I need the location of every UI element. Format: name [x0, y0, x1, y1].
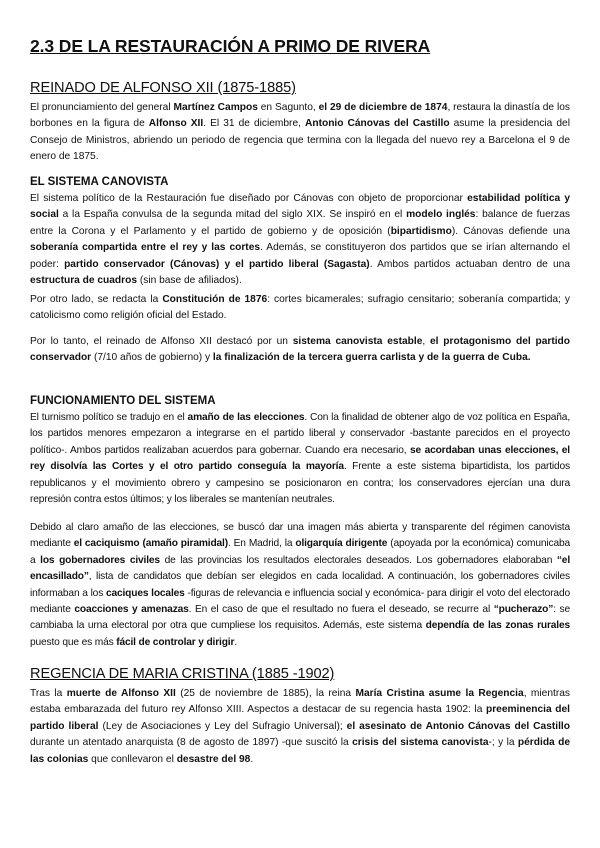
text-run: ,	[422, 336, 430, 347]
subheading-sistema-canovista: EL SISTEMA CANOVISTA	[30, 176, 169, 188]
text-run: (sin base de afiliados).	[137, 275, 242, 287]
text-run: puesto que es más	[30, 636, 117, 648]
bold-text-run: amaño de las elecciones	[187, 412, 305, 423]
bold-text-run: muerte de Alfonso XII	[66, 688, 176, 699]
text-run: (apoyada por la económica) comunicaba a	[30, 538, 571, 566]
text-run: a la España convulsa de la segunda mitad del siglo XIX. Se inspiró en el	[58, 209, 407, 221]
paragraph-constitucion	[30, 292, 570, 325]
bold-text-run: sistema canovista estable	[292, 336, 423, 347]
bold-text-run: la finalización de la tercera guerra carlista y de la guerra de Cuba.	[212, 352, 531, 364]
bold-text-run: dependía de las zonas rurales	[425, 620, 570, 632]
text-run: , mientras estaba embarazada del futuro rey Alfonso XIII. Aspectos a destacar de su regencia hasta 1902: la	[30, 688, 570, 716]
text-run: en Sagunto,	[257, 102, 319, 113]
paragraph-reinado-resumen	[30, 334, 570, 367]
bold-text-run: el caciquismo (amaño piramidal)	[73, 538, 228, 550]
bold-text-run: “el encasillado”	[30, 554, 570, 583]
text-run: -figuras de relevancia e influencia social y económica- para dirigir el voto del electorado mediante	[30, 587, 570, 616]
bold-text-run: caciques locales	[105, 587, 185, 599]
text-run: : cortes bicamerales; sufragio censitario; soberanía compartida; y catolicismo como religión oficial del Estado.	[30, 294, 570, 322]
paragraph-caciquismo	[30, 520, 570, 651]
text-run: .	[250, 753, 254, 765]
text-run: . El 31 de diciembre,	[203, 118, 305, 130]
bold-text-run: oligarquía dirigente	[295, 538, 388, 550]
text-run: que conllevaron el	[88, 753, 177, 765]
bold-text-run: Constitución de 1876	[162, 294, 268, 305]
paragraph-turnismo	[30, 410, 570, 508]
text-run: El pronunciamiento del general	[30, 102, 174, 113]
text-run: . Además, se constituyeron dos partidos que se irían alternando el poder:	[30, 242, 570, 270]
bold-text-run: preeminencia del partido liberal	[30, 704, 570, 732]
text-run: . Frente a este sistema bipartidista, los partidos republicanos y el movimiento obrero y campesino se posicionaron en contra; los conservadores ejercían una dura represión contra estos últimos; y los liberales se mantenían neutrales.	[30, 461, 570, 506]
text-run: , restaura la dinastía de los borbones en la figura de	[30, 102, 570, 130]
text-run: . Ambos partidos actuaban dentro de una	[369, 258, 571, 270]
bold-text-run: Alfonso XII	[148, 118, 204, 130]
bold-text-run: se acordaban unas elecciones, el rey disolvía las Cortes y el otro partido conseguía la mayoría	[30, 444, 570, 473]
bold-text-run: el 29 de diciembre de 1874	[318, 102, 448, 113]
text-run: : balance de fuerzas entre la Corona y el Parlamento y el partido de gobierno y de oposición (	[30, 209, 570, 237]
text-run: .	[234, 636, 237, 648]
text-run: Por otro lado, se redacta la	[30, 294, 163, 305]
text-run: . En Madrid, la	[227, 538, 296, 550]
subheading-funcionamiento: FUNCIONAMIENTO DEL SISTEMA	[30, 395, 216, 407]
bold-text-run: los gobernadores civiles	[40, 554, 160, 566]
bold-text-run: Martínez Campos	[173, 102, 258, 113]
text-run: (25 de noviembre de 1885), la reina	[175, 688, 356, 699]
text-run: El turnismo político se tradujo en el	[30, 412, 188, 423]
paragraph-regencia	[30, 686, 570, 768]
bold-text-run: partido conservador (Cánovas) y el partido liberal (Sagasta)	[64, 258, 370, 270]
paragraph-pronunciamiento	[30, 100, 570, 166]
bold-text-run: modelo inglés	[406, 209, 476, 221]
paragraph-sistema-politico	[30, 191, 570, 289]
bold-text-run: “pucherazo”	[493, 604, 554, 616]
bold-text-run: desastre del 98	[176, 753, 251, 765]
bold-text-run: coacciones y amenazas	[74, 604, 189, 616]
text-run: El sistema político de la Restauración fue diseñado por Cánovas con objeto de proporcionar	[30, 193, 468, 204]
bold-text-run: María Cristina asume la Regencia	[355, 688, 524, 699]
text-run: Tras la	[30, 688, 67, 699]
text-run: . En el caso de que el resultado no fuera el deseado, se recurre al	[188, 604, 494, 616]
text-run: durante un atentado anarquista (8 de agosto de 1897) -que suscitó la	[30, 737, 353, 749]
text-run: : se cambiaba la urna electoral por otra que cumpliese los requisitos. Además, este sistema	[30, 604, 570, 632]
bold-text-run: pérdida de las colonias	[30, 737, 570, 765]
bold-text-run: soberanía compartida entre el rey y las cortes	[30, 242, 261, 254]
text-run: Por lo tanto, el reinado de Alfonso XII destacó por un	[30, 336, 293, 347]
bold-text-run: fácil de controlar y dirigir	[116, 636, 235, 648]
text-run: . Con la finalidad de obtener algo de voz política en España, los partidos menores empezaron a integrarse en el partido liberal y conservador -bastante parecidos en el proyecto político-. Ambos partidos realizaban acuerdos para gobernar. Cuando era necesario,	[30, 412, 570, 456]
page-title: 2.3 DE LA RESTAURACIÓN A PRIMO DE RIVERA	[30, 36, 431, 56]
bold-text-run: el asesinato de Antonio Cánovas del Castillo	[346, 720, 570, 732]
text-run: asume la presidencia del Consejo de Ministros, abriendo un periodo de regencia que termina con la llegada del nuevo rey a Barcelona el 9 de enero de 1875.	[30, 118, 570, 163]
section-heading-alfonso-xii: REINADO DE ALFONSO XII (1875-1885)	[30, 80, 296, 96]
bold-text-run: bipartidismo	[390, 225, 452, 237]
text-run: de las provincias los resultados electorales deseados. Los gobernadores elaboraban	[159, 554, 557, 566]
text-run: , lista de candidatos que debían ser elegidos en cada localidad. A continuación, los gobernadores civiles informaban a los	[30, 571, 570, 599]
text-run: (7/10 años de gobierno) y	[91, 352, 213, 364]
bold-text-run: estabilidad política y social	[30, 193, 570, 221]
bold-text-run: Antonio Cánovas del Castillo	[305, 118, 450, 130]
bold-text-run: el protagonismo del partido conservador	[30, 336, 571, 364]
text-run: -; y la	[488, 737, 518, 749]
section-heading-maria-cristina: REGENCIA DE MARIA CRISTINA (1885 -1902)	[30, 666, 335, 682]
bold-text-run: estructura de cuadros	[30, 275, 138, 287]
text-run: ). Cánovas defiende una	[451, 225, 571, 237]
text-run: Debido al claro amaño de las elecciones, se buscó dar una imagen más abierta y transparente del régimen canovista mediante	[30, 522, 570, 550]
text-run: (Ley de Asociaciones y Ley del Sufragio Universal);	[98, 720, 347, 732]
bold-text-run: crisis del sistema canovista	[352, 737, 489, 749]
